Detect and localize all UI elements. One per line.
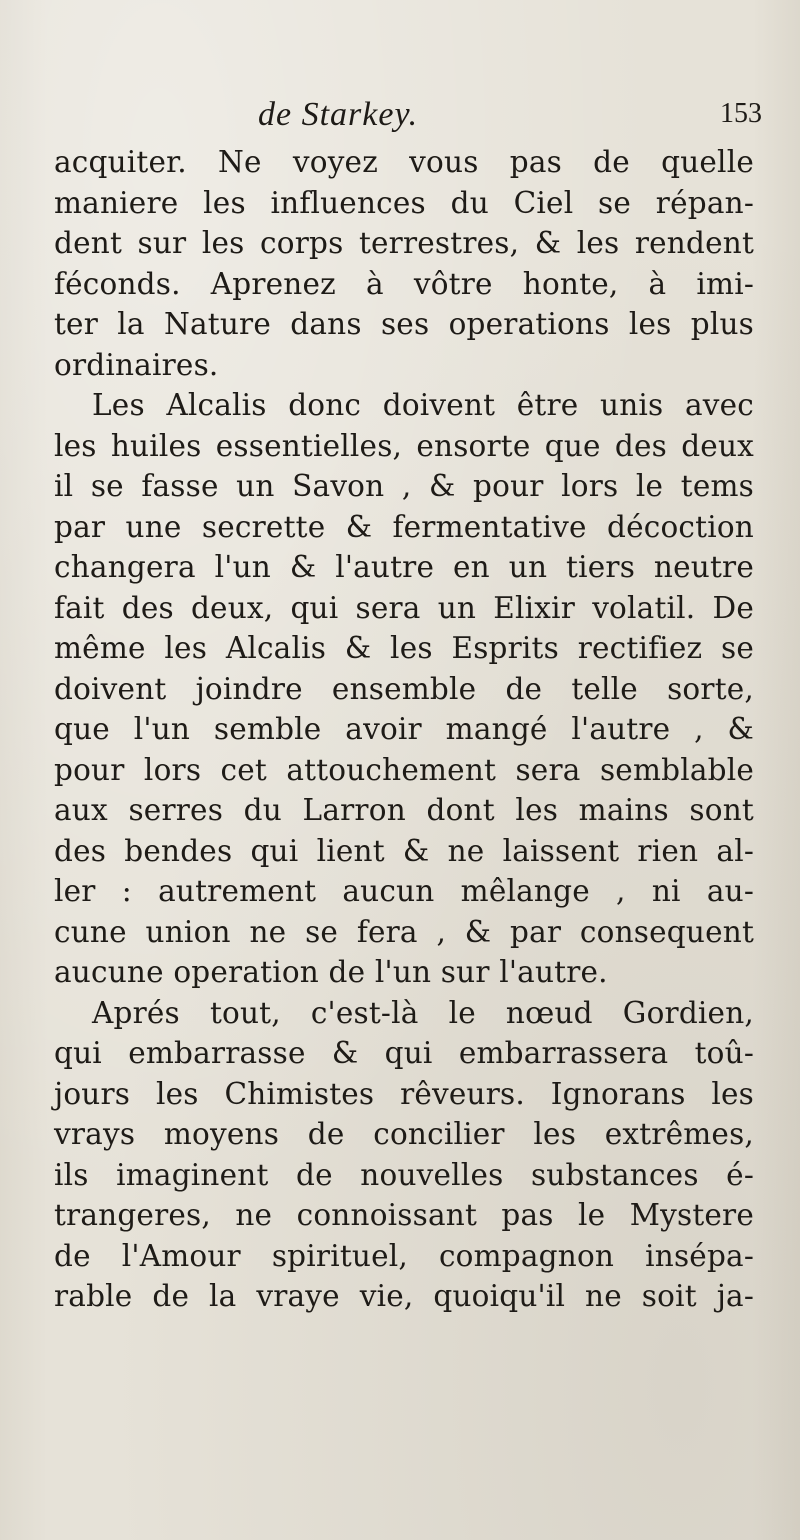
text-line: des bendes qui lient & ne laissent rien al- <box>54 833 754 868</box>
text-line: Les Alcalis donc doivent être unis avec <box>92 388 754 422</box>
text-line: qui embarrasse & qui embarrassera toû- <box>54 1036 754 1070</box>
text-line: cune union ne se fera , & par consequent <box>54 914 754 949</box>
text-line: acquiter. Ne voyez vous pas de quelle <box>54 145 754 179</box>
page-number: 153 <box>720 98 762 129</box>
text-line: ler : autrement aucun mêlange , ni au- <box>54 874 754 908</box>
text-line: aucune operation de l'un sur l'autre. <box>54 955 608 989</box>
text-line: de l'Amour spirituel, compagnon insépa- <box>54 1238 754 1273</box>
text-line: ordinaires. <box>54 347 219 382</box>
text-line: Aprés tout, c'est-là le nœud Gordien, <box>92 995 754 1030</box>
running-head <box>0 96 800 136</box>
text-line: par une secrette & fermentative décoction <box>54 509 754 544</box>
text-line: changera l'un & l'autre en un tiers neutre <box>54 550 754 584</box>
text-line: dent sur les corps terrestres, & les rendent <box>54 226 754 260</box>
text-line: rable de la vraye vie, quoiqu'il ne soit ja- <box>54 1279 754 1313</box>
text-line: maniere les influences du Ciel se répan- <box>54 185 754 220</box>
text-line: même les Alcalis & les Esprits rectifiez se <box>54 631 754 665</box>
text-line: ils imaginent de nouvelles substances é- <box>54 1157 754 1192</box>
text-line: vrays moyens de concilier les extrêmes, <box>54 1117 754 1151</box>
text-line: il se fasse un Savon , & pour lors le tems <box>54 469 754 503</box>
text-line: trangeres, ne connoissant pas le Mystere <box>54 1198 754 1232</box>
text-line: aux serres du Larron dont les mains sont <box>54 793 754 827</box>
running-title: de Starkey. <box>258 96 419 133</box>
text-line: féconds. Aprenez à vôtre honte, à imi- <box>54 266 754 301</box>
text-line: pour lors cet attouchement sera semblable <box>54 752 754 787</box>
text-line: ter la Nature dans ses operations les plus <box>54 307 754 341</box>
body-text <box>54 142 754 1317</box>
text-line: jours les Chimistes rêveurs. Ignorans les <box>54 1076 754 1111</box>
text-line: doivent joindre ensemble de telle sorte, <box>54 671 754 706</box>
text-line: les huiles essentielles, ensorte que des deux <box>54 428 754 463</box>
text-line: fait des deux, qui sera un Elixir volatil. De <box>54 590 754 625</box>
text-line: que l'un semble avoir mangé l'autre , & <box>54 712 754 746</box>
